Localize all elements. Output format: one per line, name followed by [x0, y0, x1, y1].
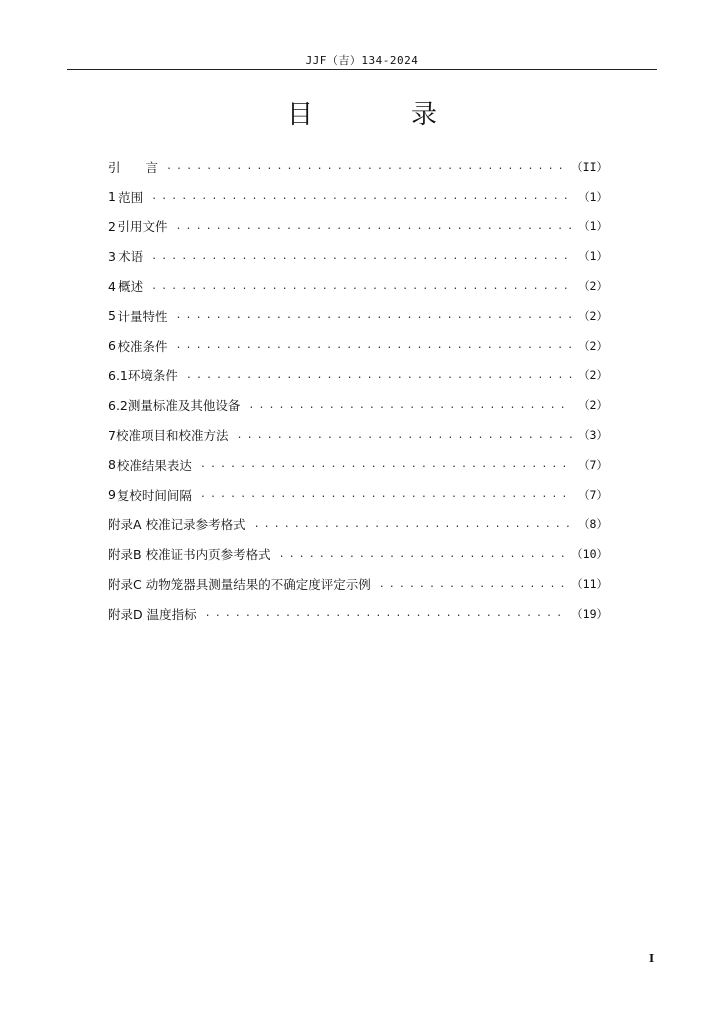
toc-entry-page: （2） [578, 338, 608, 353]
toc-entry-label: 校准项目和校准方法 [116, 428, 229, 444]
table-of-contents [108, 152, 608, 629]
toc-entry-calibration-conditions[interactable] [108, 331, 608, 361]
toc-entry-calibration-items-methods[interactable] [108, 420, 608, 450]
toc-entry-terms[interactable] [108, 241, 608, 271]
toc-entry-page: （10） [571, 547, 608, 562]
toc-entry-page: （19） [571, 606, 608, 621]
toc-entry-page: （II） [571, 159, 608, 174]
toc-entry-references[interactable] [108, 212, 608, 242]
toc-entry-page: （2） [578, 308, 608, 323]
toc-entry-page: （1） [578, 249, 608, 264]
toc-entry-appendix-d[interactable] [108, 599, 608, 629]
toc-leader-dots [279, 549, 566, 560]
toc-leader-dots [176, 221, 573, 232]
toc-leader-dots [176, 340, 573, 351]
toc-entry-number: 1 [108, 189, 116, 205]
toc-entry-label: 范围 [118, 189, 144, 205]
toc-entry-label: 引用文件 [117, 219, 168, 235]
toc-leader-dots [151, 281, 572, 292]
toc-leader-dots [379, 579, 565, 590]
page-number: I [649, 952, 655, 965]
toc-entry-page: （1） [578, 219, 608, 234]
toc-entry-number: 7 [108, 427, 116, 443]
document-code-header: JJF（吉）134-2024 [305, 54, 419, 67]
toc-entry-label: 引 言 [108, 159, 159, 175]
toc-entry-label: 校准证书内页参考格式 [145, 547, 271, 563]
toc-entry-label: 校准记录参考格式 [145, 517, 246, 533]
toc-entry-scope[interactable] [108, 182, 608, 212]
toc-entry-foreword[interactable] [108, 152, 608, 182]
toc-entry-appendix-b[interactable] [108, 539, 608, 569]
toc-entry-number: 6.1 [108, 367, 128, 383]
toc-leader-dots [248, 400, 572, 411]
toc-entry-page: （11） [571, 577, 608, 592]
toc-entry-environmental-conditions[interactable] [108, 361, 608, 391]
toc-entry-number: 附录B [108, 547, 142, 563]
toc-entry-number: 附录A [108, 517, 142, 533]
toc-entry-number: 4 [108, 278, 116, 294]
toc-entry-label: 复校时间间隔 [116, 487, 192, 503]
toc-entry-label: 校准条件 [117, 338, 168, 354]
toc-entry-page: （2） [578, 368, 608, 383]
toc-entry-label: 动物笼器具测量结果的不确定度评定示例 [145, 577, 371, 593]
toc-leader-dots [166, 161, 565, 172]
toc-leader-dots [151, 251, 572, 262]
page-title: 目 录 [286, 100, 473, 130]
toc-entry-page: （7） [578, 487, 608, 502]
toc-entry-appendix-a[interactable] [108, 510, 608, 540]
toc-entry-label: 校准结果表达 [116, 457, 192, 473]
toc-entry-label: 环境条件 [127, 368, 178, 384]
toc-entry-number: 2 [108, 218, 116, 234]
toc-entry-page: （8） [578, 517, 608, 532]
toc-entry-page: （2） [578, 279, 608, 294]
toc-entry-page: （3） [578, 428, 608, 443]
toc-entry-result-expression[interactable] [108, 450, 608, 480]
toc-leader-dots [200, 459, 572, 470]
toc-leader-dots [186, 370, 572, 381]
toc-leader-dots [151, 191, 572, 202]
toc-leader-dots [237, 430, 573, 441]
toc-leader-dots [176, 310, 573, 321]
toc-entry-label: 概述 [118, 279, 144, 295]
toc-entry-number: 8 [108, 457, 116, 473]
toc-entry-number: 6 [108, 338, 116, 354]
toc-entry-number: 附录D [108, 606, 143, 622]
toc-entry-number: 6.2 [108, 397, 128, 413]
header-rule [67, 69, 657, 70]
toc-entry-measurement-standards[interactable] [108, 390, 608, 420]
toc-entry-number: 5 [108, 308, 116, 324]
toc-entry-recalibration-interval[interactable] [108, 480, 608, 510]
toc-entry-metrological-characteristics[interactable] [108, 301, 608, 331]
toc-entry-page: （2） [578, 398, 608, 413]
toc-entry-page: （1） [578, 189, 608, 204]
toc-leader-dots [254, 519, 572, 530]
toc-entry-label: 温度指标 [146, 606, 197, 622]
toc-entry-number: 附录C [108, 577, 142, 593]
toc-leader-dots [205, 608, 565, 619]
toc-entry-label: 测量标准及其他设备 [127, 398, 241, 414]
toc-entry-overview[interactable] [108, 271, 608, 301]
toc-leader-dots [200, 489, 572, 500]
toc-entry-label: 术语 [118, 249, 144, 265]
toc-entry-number: 3 [108, 248, 116, 264]
toc-entry-label: 计量特性 [117, 308, 168, 324]
toc-entry-number: 9 [108, 487, 116, 503]
toc-entry-page: （7） [578, 457, 608, 472]
toc-entry-appendix-c[interactable] [108, 569, 608, 599]
